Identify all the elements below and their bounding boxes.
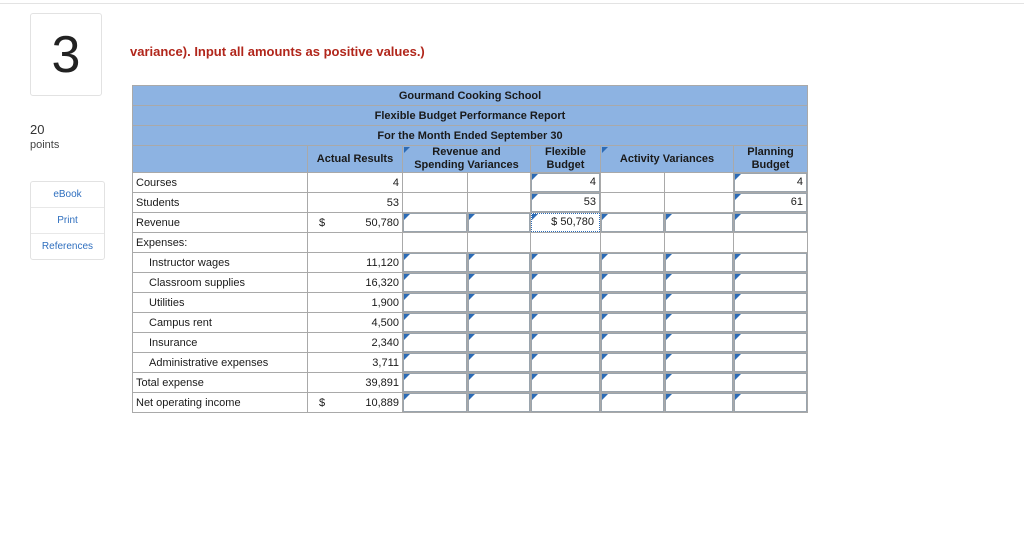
table-row [133, 173, 808, 193]
points-label: points [30, 139, 60, 151]
table-row [133, 193, 808, 213]
empty-cell [308, 233, 403, 253]
row-label: Classroom supplies [133, 273, 308, 293]
table-row [133, 393, 808, 413]
flexible-input[interactable] [531, 393, 601, 413]
empty-cell [403, 193, 468, 213]
flexible-input[interactable] [531, 353, 601, 373]
report-period: For the Month Ended September 30 [133, 126, 808, 146]
empty-cell [531, 233, 601, 253]
empty-cell [665, 193, 734, 213]
actual-value: 16,320 [308, 273, 403, 293]
spending-variance-type[interactable] [468, 253, 531, 273]
spending-variance-input[interactable] [403, 333, 468, 353]
dropdown-marker-icon [602, 147, 608, 153]
activity-variance-type[interactable] [665, 253, 734, 273]
planning-input[interactable] [734, 333, 808, 353]
table-row [133, 373, 808, 393]
row-label: Courses [133, 173, 308, 193]
spending-variance-input[interactable] [403, 313, 468, 333]
actual-value: 39,891 [308, 373, 403, 393]
empty-cell [665, 233, 734, 253]
flexible-budget-report [132, 85, 808, 413]
actual-value: 53 [308, 193, 403, 213]
activity-variance-type[interactable] [665, 273, 734, 293]
table-row [133, 253, 808, 273]
table-row [133, 273, 808, 293]
resource-links [30, 181, 105, 260]
company-name: Gourmand Cooking School [133, 86, 808, 106]
spending-variance-type[interactable] [468, 293, 531, 313]
spending-variance-input[interactable] [403, 353, 468, 373]
empty-cell [403, 233, 468, 253]
table-row [133, 313, 808, 333]
activity-variances-header[interactable]: Activity Variances [601, 146, 734, 173]
spending-variance-type[interactable] [468, 393, 531, 413]
planning-budget-header: Planning Budget [734, 146, 808, 173]
activity-variance-input[interactable] [601, 213, 665, 233]
planning-input[interactable]: 4 [734, 173, 808, 193]
table-row [133, 293, 808, 313]
planning-input[interactable] [734, 353, 808, 373]
planning-input[interactable] [734, 373, 808, 393]
actual-value: 3,711 [308, 353, 403, 373]
flexible-input[interactable]: 53 [531, 193, 601, 213]
print-link[interactable]: Print [31, 208, 104, 234]
flexible-input[interactable] [531, 373, 601, 393]
planning-input[interactable] [734, 253, 808, 273]
blank-header [133, 146, 308, 173]
actual-value: $ 50,780 [308, 213, 403, 233]
row-label: Utilities [133, 293, 308, 313]
empty-cell [601, 193, 665, 213]
empty-cell [468, 193, 531, 213]
activity-variance-type[interactable] [665, 213, 734, 233]
table-row [133, 333, 808, 353]
top-divider [0, 3, 1024, 4]
planning-input[interactable] [734, 273, 808, 293]
spending-variance-input[interactable] [403, 213, 468, 233]
empty-cell [468, 173, 531, 193]
dropdown-marker-icon [404, 147, 410, 153]
activity-variance-type[interactable] [665, 393, 734, 413]
table-row [133, 353, 808, 373]
flexible-input[interactable] [531, 253, 601, 273]
flexible-input[interactable] [531, 313, 601, 333]
activity-variance-input[interactable] [601, 273, 665, 293]
spending-variance-input[interactable] [403, 293, 468, 313]
table-row [133, 233, 808, 253]
row-label: Administrative expenses [133, 353, 308, 373]
planning-input[interactable] [734, 313, 808, 333]
flexible-input[interactable]: $ 50,780 [531, 213, 601, 233]
actual-value: 2,340 [308, 333, 403, 353]
activity-variance-input[interactable] [601, 393, 665, 413]
spending-variance-input[interactable] [403, 253, 468, 273]
row-label: Total expense [133, 373, 308, 393]
activity-variance-input[interactable] [601, 293, 665, 313]
activity-variance-input[interactable] [601, 373, 665, 393]
report-title: Flexible Budget Performance Report [133, 106, 808, 126]
row-label: Students [133, 193, 308, 213]
actual-value: 4 [308, 173, 403, 193]
spending-variance-input[interactable] [403, 273, 468, 293]
planning-input[interactable] [734, 293, 808, 313]
empty-cell [665, 173, 734, 193]
planning-input[interactable] [734, 213, 808, 233]
activity-variance-type[interactable] [665, 333, 734, 353]
activity-variance-input[interactable] [601, 353, 665, 373]
row-label: Insurance [133, 333, 308, 353]
empty-cell [734, 233, 808, 253]
flexible-input[interactable]: 4 [531, 173, 601, 193]
activity-variance-input[interactable] [601, 253, 665, 273]
actual-value: 1,900 [308, 293, 403, 313]
spending-variance-type[interactable] [468, 353, 531, 373]
empty-cell [403, 173, 468, 193]
spending-variance-input[interactable] [403, 393, 468, 413]
actual-value: 4,500 [308, 313, 403, 333]
spending-variance-type[interactable] [468, 213, 531, 233]
row-label: Revenue [133, 213, 308, 233]
activity-variance-type[interactable] [665, 373, 734, 393]
references-link[interactable]: References [41, 241, 94, 252]
ebook-link[interactable]: eBook [31, 182, 104, 208]
planning-input[interactable] [734, 393, 808, 413]
empty-cell [468, 233, 531, 253]
activity-variance-type[interactable] [665, 293, 734, 313]
flexible-budget-header: Flexible Budget [531, 146, 601, 173]
spending-variance-input[interactable] [403, 373, 468, 393]
spending-variance-type[interactable] [468, 373, 531, 393]
empty-cell [601, 233, 665, 253]
planning-input[interactable]: 61 [734, 193, 808, 213]
spending-variance-type[interactable] [468, 333, 531, 353]
row-label: Campus rent [133, 313, 308, 333]
spending-variances-header[interactable]: Revenue and Spending Variances [403, 146, 531, 173]
row-label: Expenses: [133, 233, 308, 253]
actual-results-header: Actual Results [308, 146, 403, 173]
actual-value: $ 10,889 [308, 393, 403, 413]
flexible-input[interactable] [531, 333, 601, 353]
points-value: 20 [30, 122, 45, 137]
flexible-input[interactable] [531, 293, 601, 313]
activity-variance-input[interactable] [601, 333, 665, 353]
row-label: Net operating income [133, 393, 308, 413]
activity-variance-type[interactable] [665, 313, 734, 333]
empty-cell [601, 173, 665, 193]
spending-variance-type[interactable] [468, 313, 531, 333]
activity-variance-type[interactable] [665, 353, 734, 373]
flexible-input[interactable] [531, 273, 601, 293]
table-row [133, 213, 808, 233]
spending-variance-type[interactable] [468, 273, 531, 293]
question-number: 3 [30, 13, 102, 96]
activity-variance-input[interactable] [601, 313, 665, 333]
actual-value: 11,120 [308, 253, 403, 273]
row-label: Instructor wages [133, 253, 308, 273]
instructions-text: variance). Input all amounts as positive values.) [130, 44, 425, 59]
